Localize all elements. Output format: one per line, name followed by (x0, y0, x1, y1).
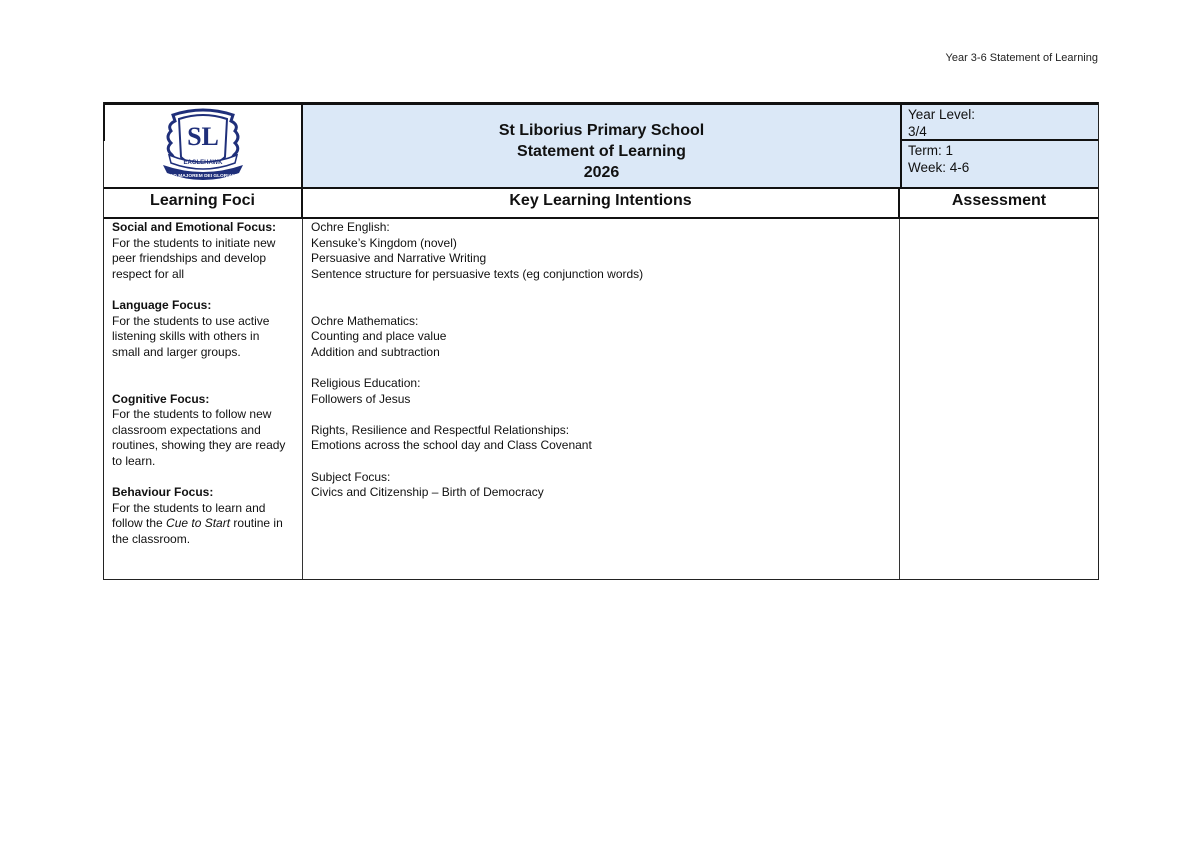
running-header: Year 3-6 Statement of Learning (945, 52, 1098, 64)
behaviour-focus: Behaviour Focus: For the students to learn and follow the Cue to Start routine in the classroom. (112, 485, 283, 546)
year-level-block (902, 105, 1098, 141)
column-headers (104, 187, 1098, 219)
column-header-key-learning-intentions: Key Learning Intentions (303, 189, 900, 217)
cognitive-focus: Cognitive Focus: For the students to follow new classroom expectations and routines, showing they are ready to learn. (112, 391, 286, 468)
key-learning-intentions-cell (303, 219, 900, 579)
column-header-learning-foci: Learning Foci (104, 189, 303, 217)
kli-english: Ochre English: Kensuke’s Kingdom (novel) Persuasive and Narrative Writing Sentence structure for persuasive texts (eg conjunction words) (311, 220, 644, 281)
document-title: Statement of Learning (517, 143, 686, 160)
term-week-block (902, 141, 1098, 187)
week-text: Week: 4-6 (908, 160, 970, 175)
assessment-cell (900, 219, 1098, 579)
meta-cell (900, 105, 1098, 187)
cue-to-start-term: Cue to Start (166, 516, 231, 531)
year-level-label: Year Level: (908, 107, 976, 122)
kli-religious-education: Religious Education: Followers of Jesus (311, 375, 421, 406)
language-focus: Language Focus: For the students to use active listening skills with others in small and larger groups. (112, 297, 270, 359)
crest-ribbon-bottom: AD MAJOREM DEI GLORIAM (169, 174, 237, 179)
crest-ribbon-top: EAGLEHAWK (183, 160, 223, 166)
term-text: Term: 1 (908, 143, 954, 158)
crest-monogram: SL (187, 122, 219, 151)
table-header (104, 102, 1098, 187)
statement-table (103, 102, 1099, 580)
document-year: 2026 (583, 164, 620, 181)
title-cell (303, 105, 900, 187)
kli-subject-focus: Subject Focus: Civics and Citizenship – Birth of Democracy (311, 469, 544, 500)
year-level-value: 3/4 (908, 124, 927, 139)
column-header-assessment: Assessment (951, 192, 1047, 209)
social-emotional-focus: Social and Emotional Focus: For the students to initiate new peer friendships and develop respect for all (112, 220, 277, 281)
kli-mathematics: Ochre Mathematics: Counting and place value Addition and subtraction (311, 313, 447, 359)
logo-cell (104, 105, 303, 187)
table-body-row (104, 219, 1098, 579)
kli-rrrr: Rights, Resilience and Respectful Relationships: Emotions across the school day and Class Covenant (311, 422, 592, 453)
school-name: St Liborius Primary School (498, 122, 705, 139)
learning-foci-cell (104, 219, 303, 579)
